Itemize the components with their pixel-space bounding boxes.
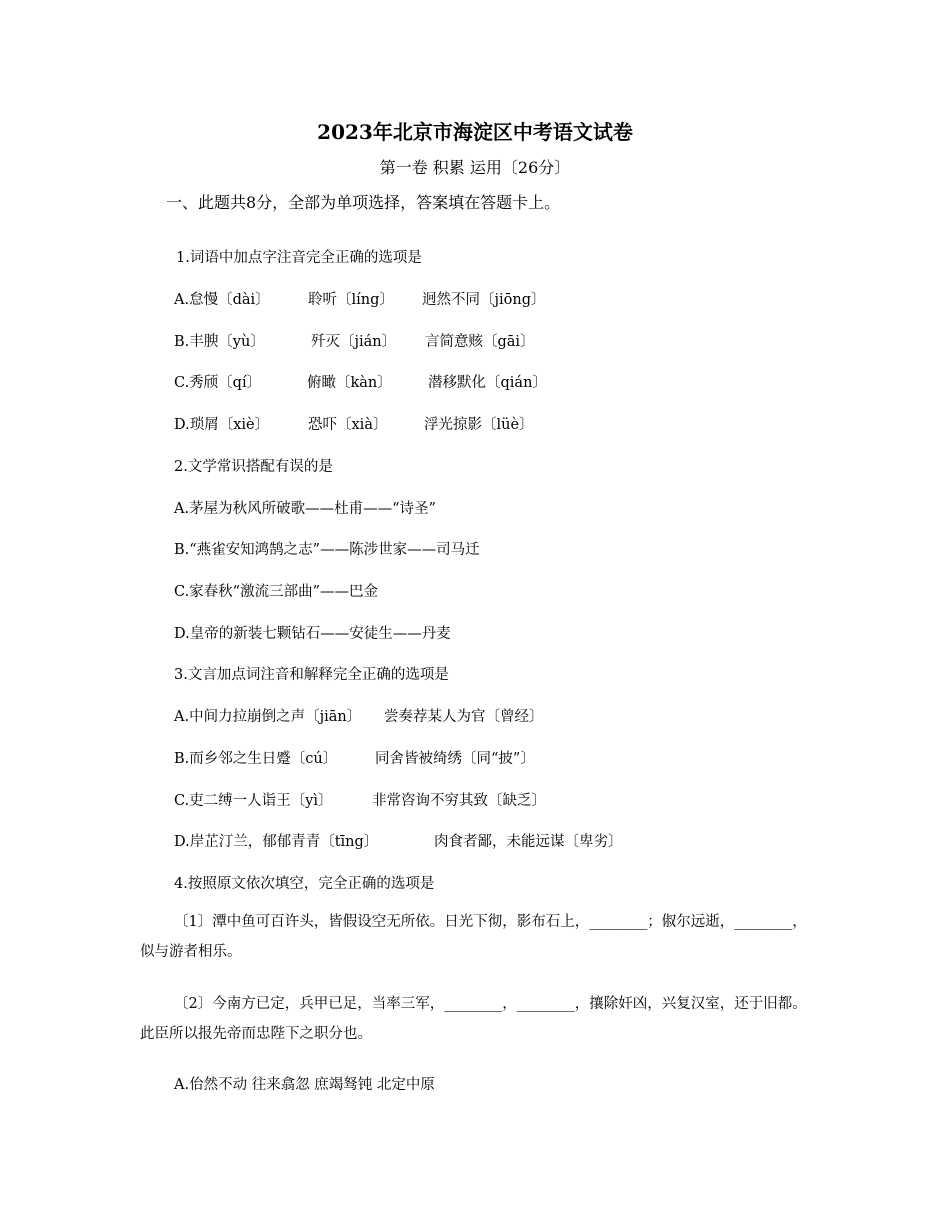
q3-b-part2: 同舍皆被绮绣〔同“披”〕 bbox=[375, 751, 535, 767]
q1-b-word3: 言简意赅〔gāi〕 bbox=[425, 334, 535, 350]
q3-c-part2: 非常咨询不穷其致〔缺乏〕 bbox=[372, 793, 546, 809]
q3-option-a bbox=[174, 705, 544, 726]
q3-a-part2: 尝奏荐某人为官〔曾经〕 bbox=[384, 709, 544, 725]
q1-d-word1: D.琐屑〔xiè〕 bbox=[174, 417, 270, 433]
q3-option-c bbox=[174, 789, 546, 810]
q2-option-a: A.茅屋为秋风所破歌——杜甫——“诗圣” bbox=[174, 501, 436, 517]
q2-option-d: D.皇帝的新装七颗钻石——安徒生——丹麦 bbox=[174, 626, 451, 642]
q1-b-word2: 歼灭〔jián〕 bbox=[311, 334, 397, 350]
q3-c-part1: C.吏二缚一人诣王〔yì〕 bbox=[174, 793, 333, 809]
q4-passage-1: 〔1〕潭中鱼可百许头，皆假设空无所依。日光下彻，影布石上，________；俶尔远逝，________，似与游者相乐。 bbox=[140, 914, 807, 960]
q3-option-d bbox=[174, 830, 623, 851]
q3-option-b bbox=[174, 747, 535, 768]
q1-c-word1: C.秀颀〔qí〕 bbox=[174, 375, 262, 391]
q1-option-d bbox=[174, 413, 534, 434]
q1-c-word2: 俯瞰〔kàn〕 bbox=[307, 375, 392, 391]
section-header: 一、此题共8分，全部为单项选择，答案填在答题卡上。 bbox=[166, 193, 561, 212]
q3-b-part1: B.而乡邻之生日蹙〔cú〕 bbox=[174, 751, 338, 767]
q4-option-a: A.佁然不动 往来翕忽 庶竭驽钝 北定中原 bbox=[174, 1077, 435, 1093]
q1-a-word1: A.怠慢〔dài〕 bbox=[174, 292, 270, 308]
q1-a-word2: 聆听〔líng〕 bbox=[308, 292, 394, 308]
q1-d-word2: 恐吓〔xià〕 bbox=[308, 417, 388, 433]
q2-option-b: B.“燕雀安知鸿鹄之志”——陈涉世家——司马迁 bbox=[174, 542, 480, 558]
q2-option-c: C.家春秋“激流三部曲”——巴金 bbox=[174, 584, 379, 600]
q1-option-b bbox=[174, 330, 535, 351]
q1-d-word3: 浮光掠影〔lüè〕 bbox=[424, 417, 534, 433]
q1-a-word3: 迥然不同〔jiōng〕 bbox=[422, 292, 546, 308]
q1-option-c bbox=[174, 371, 547, 392]
q1-c-word3: 潜移默化〔qián〕 bbox=[428, 375, 547, 391]
exam-subtitle: 第一卷 积累 运用〔26分〕 bbox=[379, 158, 571, 177]
q3-d-part1: D.岸芷汀兰，郁郁青青〔tīng〕 bbox=[174, 834, 379, 850]
q4-stem: 4.按照原文依次填空，完全正确的选项是 bbox=[174, 876, 435, 892]
q1-stem: 1.词语中加点字注音完全正确的选项是 bbox=[176, 250, 422, 266]
q1-option-a bbox=[174, 288, 545, 309]
q3-stem: 3.文言加点词注音和解释完全正确的选项是 bbox=[174, 667, 449, 683]
q1-b-word1: B.丰腴〔yù〕 bbox=[174, 334, 265, 350]
q3-a-part1: A.中间力拉崩倒之声〔jiān〕 bbox=[174, 709, 362, 725]
q3-d-part2: 肉食者鄙，未能远谋〔卑劣〕 bbox=[434, 834, 623, 850]
q2-stem: 2.文学常识搭配有误的是 bbox=[174, 459, 333, 475]
exam-title: 2023年北京市海淀区中考语文试卷 bbox=[317, 120, 633, 144]
q4-passage-2: 〔2〕今南方已定，兵甲已足，当率三军，________，________，攘除奸凶，兴复汉室，还于旧都。此臣所以报先帝而忠陛下之职分也。 bbox=[140, 996, 807, 1042]
